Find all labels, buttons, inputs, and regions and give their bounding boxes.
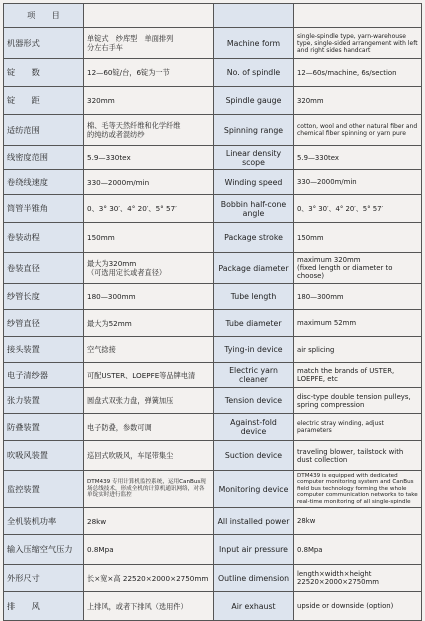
cn-label-cell: 纱管直径 [4, 310, 84, 337]
cn-value-cell: 320mm [84, 87, 214, 115]
en-value-cell: maximum 320mm (fixed length or diameter to choose) [294, 253, 422, 284]
table-row [4, 115, 422, 146]
cn-label-cell: 卷绕线速度 [4, 170, 84, 195]
en-value-cell: 12—60s/machine, 6s/section [294, 59, 422, 87]
specification-table [3, 3, 422, 621]
cn-value-cell: 长×宽×高 22520×2000×2750mm [84, 565, 214, 592]
en-value-cell: maximum 52mm [294, 310, 422, 337]
en-value-cell: 180—300mm [294, 284, 422, 310]
cn-value-cell: 最大为52mm [84, 310, 214, 337]
table-row [4, 28, 422, 59]
en-label-cell: Input air pressure [214, 535, 294, 565]
en-label-cell: Against-fold device [214, 414, 294, 441]
table-row [4, 565, 422, 592]
table-row [4, 87, 422, 115]
en-label-cell: Tube diameter [214, 310, 294, 337]
cn-label-cell: 机器形式 [4, 28, 84, 59]
table-row [4, 535, 422, 565]
cn-value-cell: 最大为320mm （可选用定长或者直径） [84, 253, 214, 284]
en-value-cell: disc-type double tension pulleys, spring compression [294, 388, 422, 414]
table-row [4, 592, 422, 621]
cn-value-cell: 巡回式吹吸风，车尾带集尘 [84, 441, 214, 471]
cn-label-cell: 排 风 [4, 592, 84, 621]
en-label-cell: Outline dimension [214, 565, 294, 592]
en-label-cell: Air exhaust [214, 592, 294, 621]
cn-label-cell: 卷装动程 [4, 223, 84, 253]
cn-value-cell: DTM439 专用计算机监控系统，运用CanBus现场总线技术，形成全机的计算机通讯网络，对各单锭实时进行监控 [84, 471, 214, 508]
cn-value-cell: 电子防叠，参数可调 [84, 414, 214, 441]
cn-value-cell: 12—60锭/台，6锭为一节 [84, 59, 214, 87]
table-row [4, 414, 422, 441]
cn-label-cell: 卷装直径 [4, 253, 84, 284]
cn-value-cell: 28kw [84, 508, 214, 535]
table-row [4, 195, 422, 223]
table-row [4, 310, 422, 337]
cn-label-cell: 输入压缩空气压力 [4, 535, 84, 565]
en-value-cell: air splicing [294, 337, 422, 363]
en-label-cell: Linear density scope [214, 146, 294, 170]
cn-value-cell: 180—300mm [84, 284, 214, 310]
cn-label-cell: 适纺范围 [4, 115, 84, 146]
table-header-row [4, 4, 422, 28]
cn-value-cell: 5.9—330tex [84, 146, 214, 170]
cn-label-cell: 张力装置 [4, 388, 84, 414]
en-label-cell: Tube length [214, 284, 294, 310]
table-row [4, 284, 422, 310]
en-label-cell: Tension device [214, 388, 294, 414]
table-row [4, 223, 422, 253]
table-row [4, 59, 422, 87]
cn-label-cell: 防叠装置 [4, 414, 84, 441]
table-row [4, 337, 422, 363]
cn-value-cell: 棉、毛等天然纤维和化学纤维 的纯纺或者混纺纱 [84, 115, 214, 146]
cn-label-cell: 线密度范围 [4, 146, 84, 170]
en-value-cell: 330—2000m/min [294, 170, 422, 195]
en-label-cell: Electric yarn cleaner [214, 363, 294, 388]
table-row [4, 508, 422, 535]
table-row [4, 471, 422, 508]
cn-label-cell: 全机装机功率 [4, 508, 84, 535]
table-row [4, 388, 422, 414]
cn-label-cell: 锭 距 [4, 87, 84, 115]
en-value-cell: upside or downside (option) [294, 592, 422, 621]
cn-label-cell: 吹吸风装置 [4, 441, 84, 471]
en-label-cell: Bobbin half-cone angle [214, 195, 294, 223]
en-value-cell: 0.8Mpa [294, 535, 422, 565]
cn-label-cell: 纱管长度 [4, 284, 84, 310]
en-label-cell: Spindle gauge [214, 87, 294, 115]
cn-value-cell: 圆盘式双张力盘，弹簧加压 [84, 388, 214, 414]
cn-label-cell: 锭 数 [4, 59, 84, 87]
cn-value-cell: 上排风，或者下排风（选用件） [84, 592, 214, 621]
en-value-cell: cotton, wool and other natural fiber and chemical fiber spinning or yarn pure [294, 115, 422, 146]
en-value-cell: 0、3° 30′、4° 20′、5° 57′ [294, 195, 422, 223]
en-label-cell: Suction device [214, 441, 294, 471]
cn-label-cell: 筒管半锥角 [4, 195, 84, 223]
table-row [4, 363, 422, 388]
header-item-cell: 项 目 [4, 4, 84, 28]
en-label-cell: All installed power [214, 508, 294, 535]
cn-value-cell: 0、3° 30′、4° 20′、5° 57′ [84, 195, 214, 223]
en-value-cell: match the brands of USTER, LOEPFE, etc [294, 363, 422, 388]
table-row [4, 170, 422, 195]
en-label-cell: Monitoring device [214, 471, 294, 508]
cn-value-cell: 150mm [84, 223, 214, 253]
spec-sheet [3, 3, 421, 611]
en-value-cell: length×width×height 22520×2000×2750mm [294, 565, 422, 592]
table-row [4, 441, 422, 471]
en-value-cell: DTM439 is equipped with dedicated computer monitoring system and CanBus field bus technology forming the whole computer communication networks to take real-time monitoring of all single-spindle [294, 471, 422, 508]
en-label-cell: Package diameter [214, 253, 294, 284]
en-value-cell: electric stray winding, adjust parameters [294, 414, 422, 441]
cn-label-cell: 接头装置 [4, 337, 84, 363]
cn-value-cell: 单锭式 纱库型 单面排列 分左右手车 [84, 28, 214, 59]
en-value-cell: 150mm [294, 223, 422, 253]
en-label-cell: Winding speed [214, 170, 294, 195]
en-label-cell: Tying-in device [214, 337, 294, 363]
cn-label-cell: 电子清纱器 [4, 363, 84, 388]
en-label-cell: Spinning range [214, 115, 294, 146]
en-label-cell: Package stroke [214, 223, 294, 253]
en-value-cell: 5.9—330tex [294, 146, 422, 170]
cn-value-cell: 0.8Mpa [84, 535, 214, 565]
table-row [4, 146, 422, 170]
en-label-cell: Machine form [214, 28, 294, 59]
en-label-cell: No. of spindle [214, 59, 294, 87]
en-value-cell: 320mm [294, 87, 422, 115]
cn-label-cell: 外形尺寸 [4, 565, 84, 592]
en-value-cell: traveling blower, tailstock with dust collection [294, 441, 422, 471]
cn-value-cell: 330—2000m/min [84, 170, 214, 195]
table-row [4, 253, 422, 284]
en-value-cell: single-spindle type, yarn-warehouse type, single-sided arrangement with left and right sides handcart [294, 28, 422, 59]
cn-value-cell: 可配USTER、LOEPFE等品牌电清 [84, 363, 214, 388]
cn-label-cell: 监控装置 [4, 471, 84, 508]
en-value-cell: 28kw [294, 508, 422, 535]
cn-value-cell: 空气捻接 [84, 337, 214, 363]
